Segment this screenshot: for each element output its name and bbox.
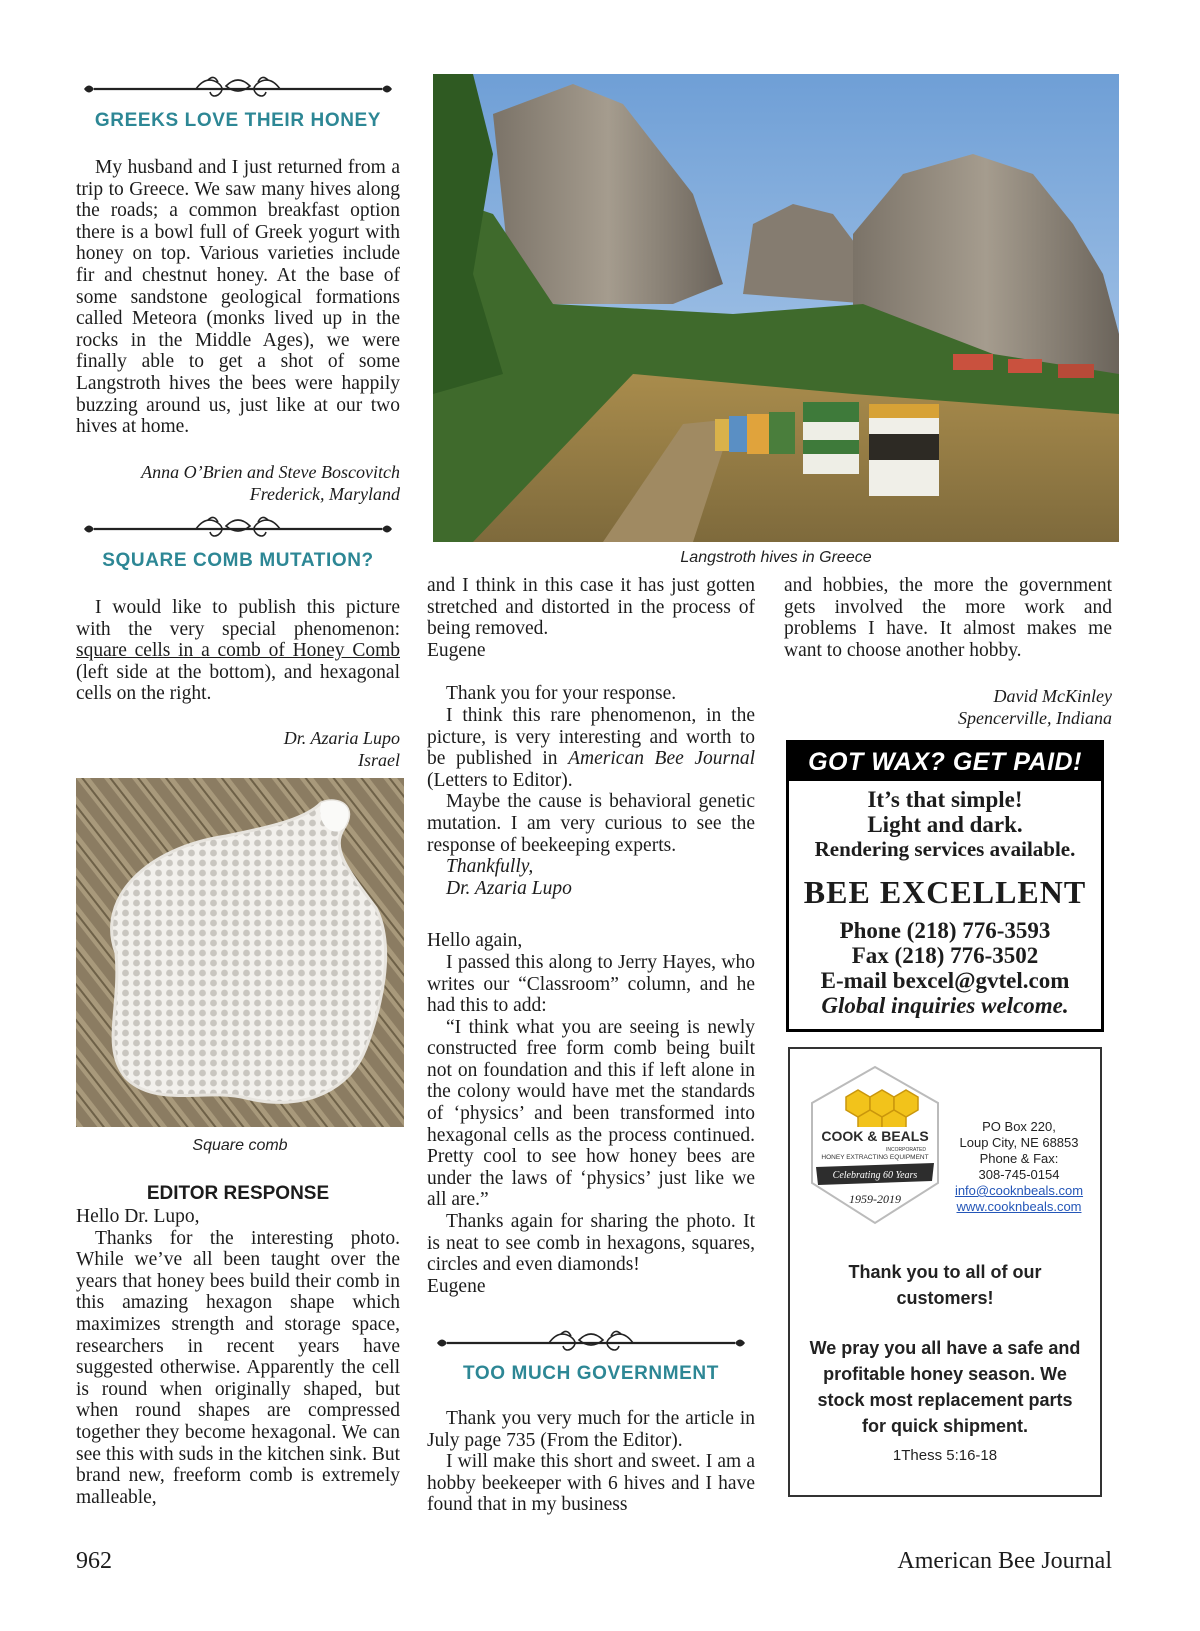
ad-pray: We pray you all have a safe and profitable honey season. We stock most replacement parts for quick shipment.: [809, 1338, 1081, 1436]
gov-p2: I will make this short and sweet. I am a hobby beekeeper with 6 hives and I have found that in my business: [427, 1451, 755, 1516]
logo-ribbon: Celebrating 60 Years: [832, 1170, 918, 1181]
signature-place: Spencerville, Indiana: [958, 708, 1112, 728]
letter-greeks-body: [76, 157, 400, 438]
ad-line-simple: It’s that simple!: [867, 787, 1023, 812]
meteora-caption: Langstroth hives in Greece: [680, 549, 872, 566]
phone-label: Phone & Fax:: [979, 1151, 1059, 1166]
square-comb-caption: Square comb: [192, 1137, 288, 1154]
address-line2: Loup City, NE 68853: [959, 1135, 1079, 1150]
square-comb-photo: [76, 778, 404, 1127]
page-number: 962: [76, 1548, 112, 1574]
letter-intro: I would like to publish this picture with the very special phenomenon:: [76, 597, 400, 640]
gov-p1: Thank you very much for the article in July page 735 (From the Editor).: [427, 1408, 755, 1451]
letter-government-body: [427, 1408, 755, 1516]
signature-place: Frederick, Maryland: [249, 484, 400, 504]
signature-name: David McKinley: [993, 686, 1112, 706]
ad-banner: GOT WAX? GET PAID!: [789, 743, 1101, 781]
hayes-quote: “I think what you are seeing is newly constructed free form comb being built not on foundation and this if left alone in the colony would have met the standards of ‘physics’ and been transformed into hexagonal cells as the process continued. Pretty cool to see how honey bees are under the laws of ‘physics’ just like we all are.”: [427, 1016, 755, 1211]
ad-verse: 1Thess 5:16-18: [892, 1447, 998, 1464]
editor-greeting: Hello Dr. Lupo,: [76, 1206, 200, 1227]
letter-underlined: square cells in a comb of Honey Comb: [76, 640, 400, 662]
reply-sign1: Thankfully,: [446, 856, 534, 878]
reply-p2-after: (Letters to Editor).: [427, 769, 573, 791]
letter-rest: (left side at the bottom), and hexagonal cells on the right.: [76, 661, 400, 705]
editor-response-body: [76, 1206, 400, 1508]
reply-p2: [427, 705, 755, 791]
ornamental-divider: [427, 1326, 755, 1356]
editor-response-text: Thanks for the interesting photo. While we’ve all been taught over the years that honey bees build their comb in this amazing hexagon shape which maximizes strength and storage space, researchers in recent years have suggested otherwise. Apparently the cell is round when originally shaped, but when round shapes are compressed together they become hexagonal. We can see this with suds in the kitchen sink. But brand new, freeform comb is extremely malleable,: [76, 1227, 400, 1508]
journal-name: American Bee Journal: [897, 1548, 1112, 1574]
ornamental-divider: [76, 72, 400, 102]
ad-email: E-mail bexcel@gvtel.com: [820, 968, 1070, 993]
address-line1: PO Box 220,: [982, 1119, 1056, 1134]
phone-number: 308-745-0154: [978, 1167, 1060, 1182]
logo-brand: COOK & BEALS: [821, 1128, 929, 1144]
reply-p3: Maybe the cause is behavioral genetic mutation. I am very curious to see the response of beekeeping experts.: [427, 791, 755, 856]
ad-fax: Fax (218) 776-3502: [851, 943, 1039, 968]
section-heading-greeks: GREEKS LOVE THEIR HONEY: [94, 110, 382, 131]
letter-square-comb-text: [76, 597, 400, 705]
ad-thanks: Thank you to all of our customers!: [848, 1262, 1042, 1308]
reply-p1: Thank you for your response.: [446, 683, 677, 705]
editor-response-heading: EDITOR RESPONSE: [146, 1183, 330, 1204]
reply-p2-journal: American Bee Journal: [568, 748, 755, 770]
letter-greeks-text: My husband and I just returned from a trip to Greece. We saw many hives along the roads; a common breakfast option there is a bowl full of Greek yogurt with honey on top. Various varieties include fir and chestnut honey. At the base of some sandstone geological formations called Meteora (monks lived up in the rocks in the Middle Ages), we were finally able to get a shot of some Langstroth hives the bees were happily buzzing around us, just like at our two hives at home.: [76, 157, 400, 438]
ad-phone: Phone (218) 776-3593: [839, 918, 1051, 943]
signature-name: Dr. Azaria Lupo: [283, 728, 400, 748]
logo-years: 1959-2019: [849, 1192, 901, 1206]
signature-place: Israel: [358, 750, 400, 770]
signature-mckinley: [784, 685, 1112, 729]
thanks-again: Thanks again for sharing the photo. It is neat to see comb in hexagons, squares, circles and even diamonds!: [427, 1211, 755, 1276]
section-heading-square-comb: SQUARE COMB MUTATION?: [102, 550, 374, 571]
continuation-text: and I think in this case it has just gotten stretched and distorted in the process of being removed.: [427, 575, 755, 640]
col3-continuation: [784, 575, 1112, 661]
ornamental-divider: [76, 512, 400, 542]
hello-again: Hello again,: [427, 930, 523, 952]
logo-inc: INCORPORATED: [886, 1147, 926, 1153]
reply-sign2: Dr. Azaria Lupo: [446, 877, 572, 899]
cook-beals-contact: [940, 1119, 1098, 1215]
bee-excellent-ad: [786, 740, 1104, 1032]
ad-company-name: BEE EXCELLENT: [803, 874, 1087, 910]
ad-global: Global inquiries welcome.: [821, 993, 1069, 1018]
ad-line-rendering: Rendering services available.: [814, 837, 1076, 861]
signature-name: Anna O’Brien and Steve Boscovitch: [141, 462, 400, 482]
cook-beals-logo: [806, 1063, 944, 1233]
section-heading-government: TOO MUCH GOVERNMENT: [463, 1363, 719, 1384]
government-continuation: and hobbies, the more the government gets involved the more work and problems I have. It almost makes me want to choose another hobby.: [784, 575, 1112, 661]
signature-greeks: [76, 461, 400, 505]
cook-beals-ad: [788, 1047, 1102, 1497]
signature-lupo: [76, 727, 400, 771]
continuation-sign: Eugene: [427, 639, 486, 661]
logo-sub: HONEY EXTRACTING EQUIPMENT: [821, 1154, 929, 1161]
ad-line-light-dark: Light and dark.: [867, 812, 1023, 837]
website-link[interactable]: www.cooknbeals.com: [956, 1199, 1082, 1214]
editor-sign: Eugene: [427, 1275, 486, 1297]
email-link[interactable]: info@cooknbeals.com: [954, 1183, 1084, 1198]
reply-p2-before: I think this rare phenomenon, in the picture, is very interesting and worth to be published in: [427, 704, 755, 770]
letter-square-comb-body: [76, 597, 400, 705]
col2-letters: [427, 575, 755, 1297]
passed-along: I passed this along to Jerry Hayes, who writes our “Classroom” column, and he had this to add:: [427, 951, 755, 1017]
meteora-hives-photo: [433, 74, 1119, 542]
